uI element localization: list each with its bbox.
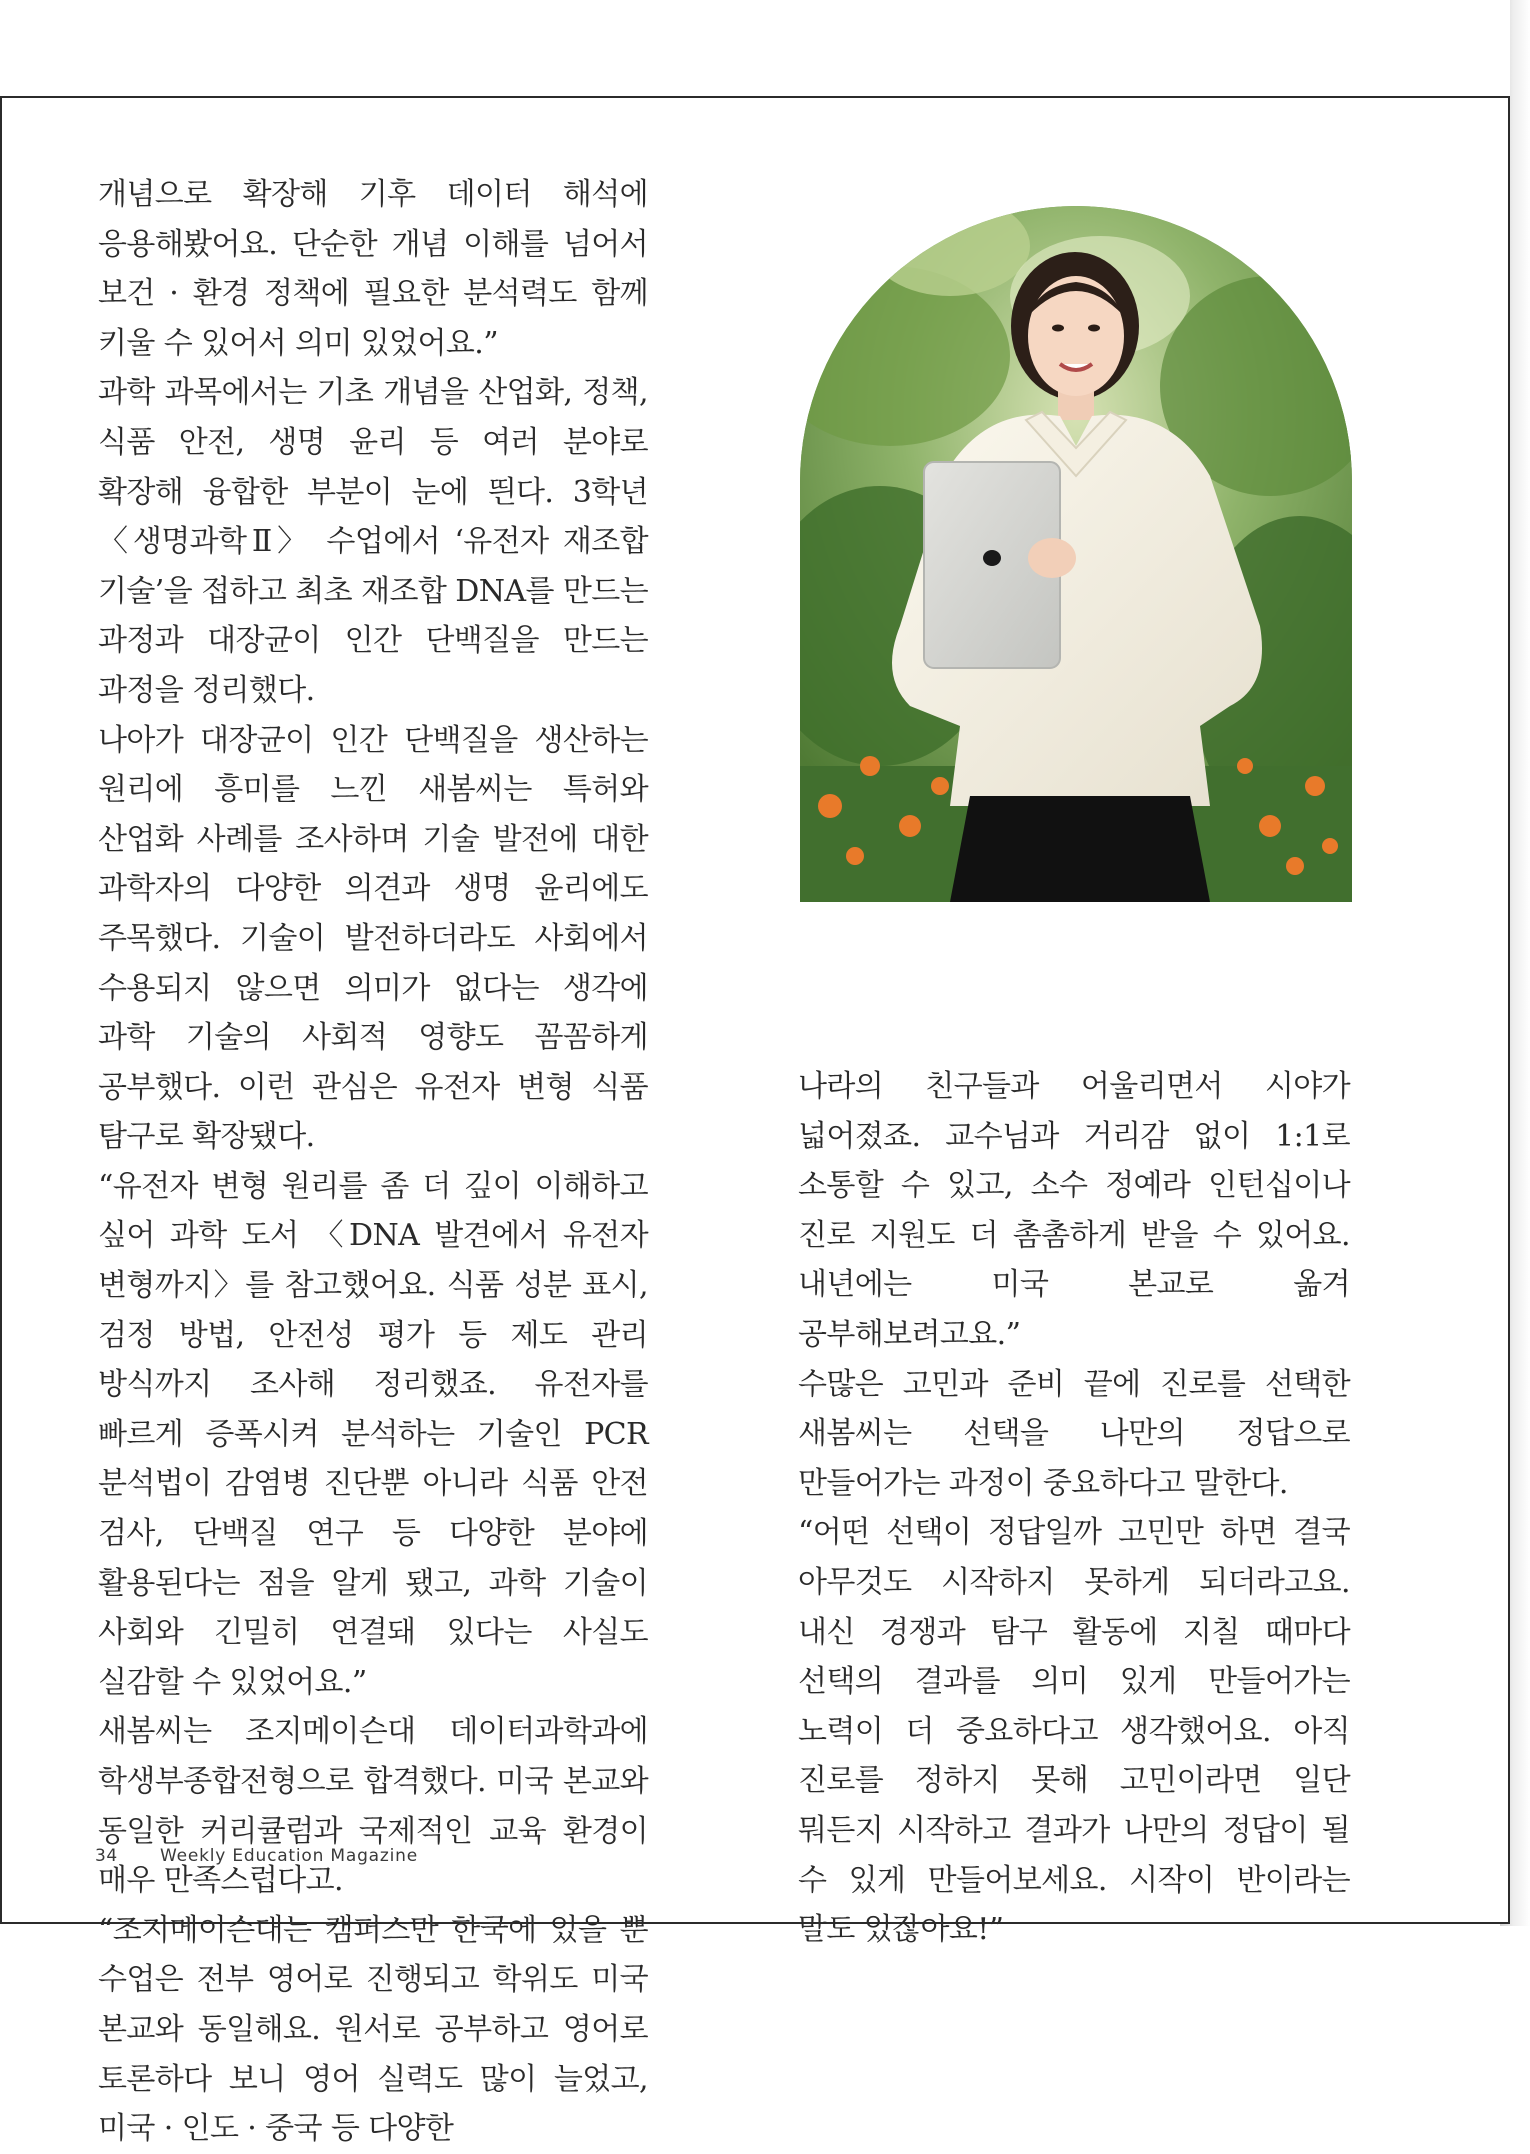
- paragraph: “조지메이슨대는 캠퍼스만 한국에 있을 뿐 수업은 전부 영어로 진행되고 학위도 미국 본교와 동일해요. 원서로 공부하고 영어로 토론하다 보니 영어 실력도 많이 늘었고, 미국 · 인도 · 중국 등 다양한: [98, 1912, 648, 2147]
- page-number: 34: [95, 1846, 118, 1866]
- student-portrait-photo: [800, 206, 1352, 902]
- top-margin: [0, 0, 1510, 96]
- magazine-name: Weekly Education Magazine: [160, 1846, 418, 1866]
- paragraph: “어떤 선택이 정답일까 고민만 하면 결국 아무것도 시작하지 못하게 되더라고요. 내신 경쟁과 탐구 활동에 지칠 때마다 선택의 결과를 의미 있게 만들어가는 노력이 더 중요하다고 생각했어요. 아직 진로를 정하지 못해 고민이라면 일단 뭐든지 시작하고 결과가 나만의 정답이 될 수 있게 만들어보세요. 시작이 반이라는 말도 있잖아요!”: [798, 1515, 1350, 1948]
- paragraph: 새봄씨는 조지메이슨대 데이터과학과에 학생부종합전형으로 합격했다. 미국 본교와 동일한 커리큘럼과 국제적인 교육 환경이 매우 만족스럽다고.: [98, 1714, 648, 1899]
- paragraph: 수많은 고민과 준비 끝에 진로를 선택한 새봄씨는 선택을 나만의 정답으로 만들어가는 과정이 중요하다고 말한다.: [798, 1366, 1350, 1501]
- paragraph: 개념으로 확장해 기후 데이터 해석에 응용해봤어요. 단순한 개념 이해를 넘어서 보건 · 환경 정책에 필요한 분석력도 함께 키울 수 있어서 의미 있었어요.”: [98, 177, 648, 361]
- paragraph: “유전자 변형 원리를 좀 더 깊이 이해하고 싶어 과학 도서 〈DNA 발견에서 유전자 변형까지〉를 참고했어요. 식품 성분 표시, 검정 방법, 안전성 평가 등 제도 관리 방식까지 조사해 정리했죠. 유전자를 빠르게 증폭시켜 분석하는 기술인 PCR 분석법이 감염병 진단뿐 아니라 식품 안전 검사, 단백질 연구 등 다양한 분야에 활용된다는 점을 알게 됐고, 과학 기술이 사회와 긴밀히 연결돼 있다는 사실도 실감할 수 있었어요.”: [98, 1168, 648, 1700]
- paragraph: 과학 과목에서는 기초 개념을 산업화, 정책, 식품 안전, 생명 윤리 등 여러 분야로 확장해 융합한 부분이 눈에 띈다. 3학년 〈생명과학Ⅱ〉 수업에서 ‘유전자 재조합 기술’을 접하고 최초 재조합 DNA를 만드는 과정과 대장균이 인간 단백질을 만드는 과정을 정리했다.: [98, 375, 648, 708]
- portrait-illustration: [800, 206, 1352, 902]
- paragraph: 나라의 친구들과 어울리면서 시야가 넓어졌죠. 교수님과 거리감 없이 1:1로 소통할 수 있고, 소수 정예라 인턴십이나 진로 지원도 더 촘촘하게 받을 수 있어요. 내년에는 미국 본교로 옮겨 공부해보려고요.”: [798, 1069, 1350, 1352]
- header-rule: [0, 96, 1510, 98]
- paragraph: 나아가 대장균이 인간 단백질을 생산하는 원리에 흥미를 느낀 새봄씨는 특허와 산업화 사례를 조사하며 기술 발전에 대한 과학자의 다양한 의견과 생명 윤리에도 주목했다. 기술이 발전하더라도 사회에서 수용되지 않으면 의미가 없다는 생각에 과학 기술의 사회적 영향도 꼼꼼하게 공부했다. 이런 관심은 유전자 변형 식품 탐구로 확장됐다.: [98, 722, 648, 1155]
- article-right-column: [798, 1062, 1350, 1955]
